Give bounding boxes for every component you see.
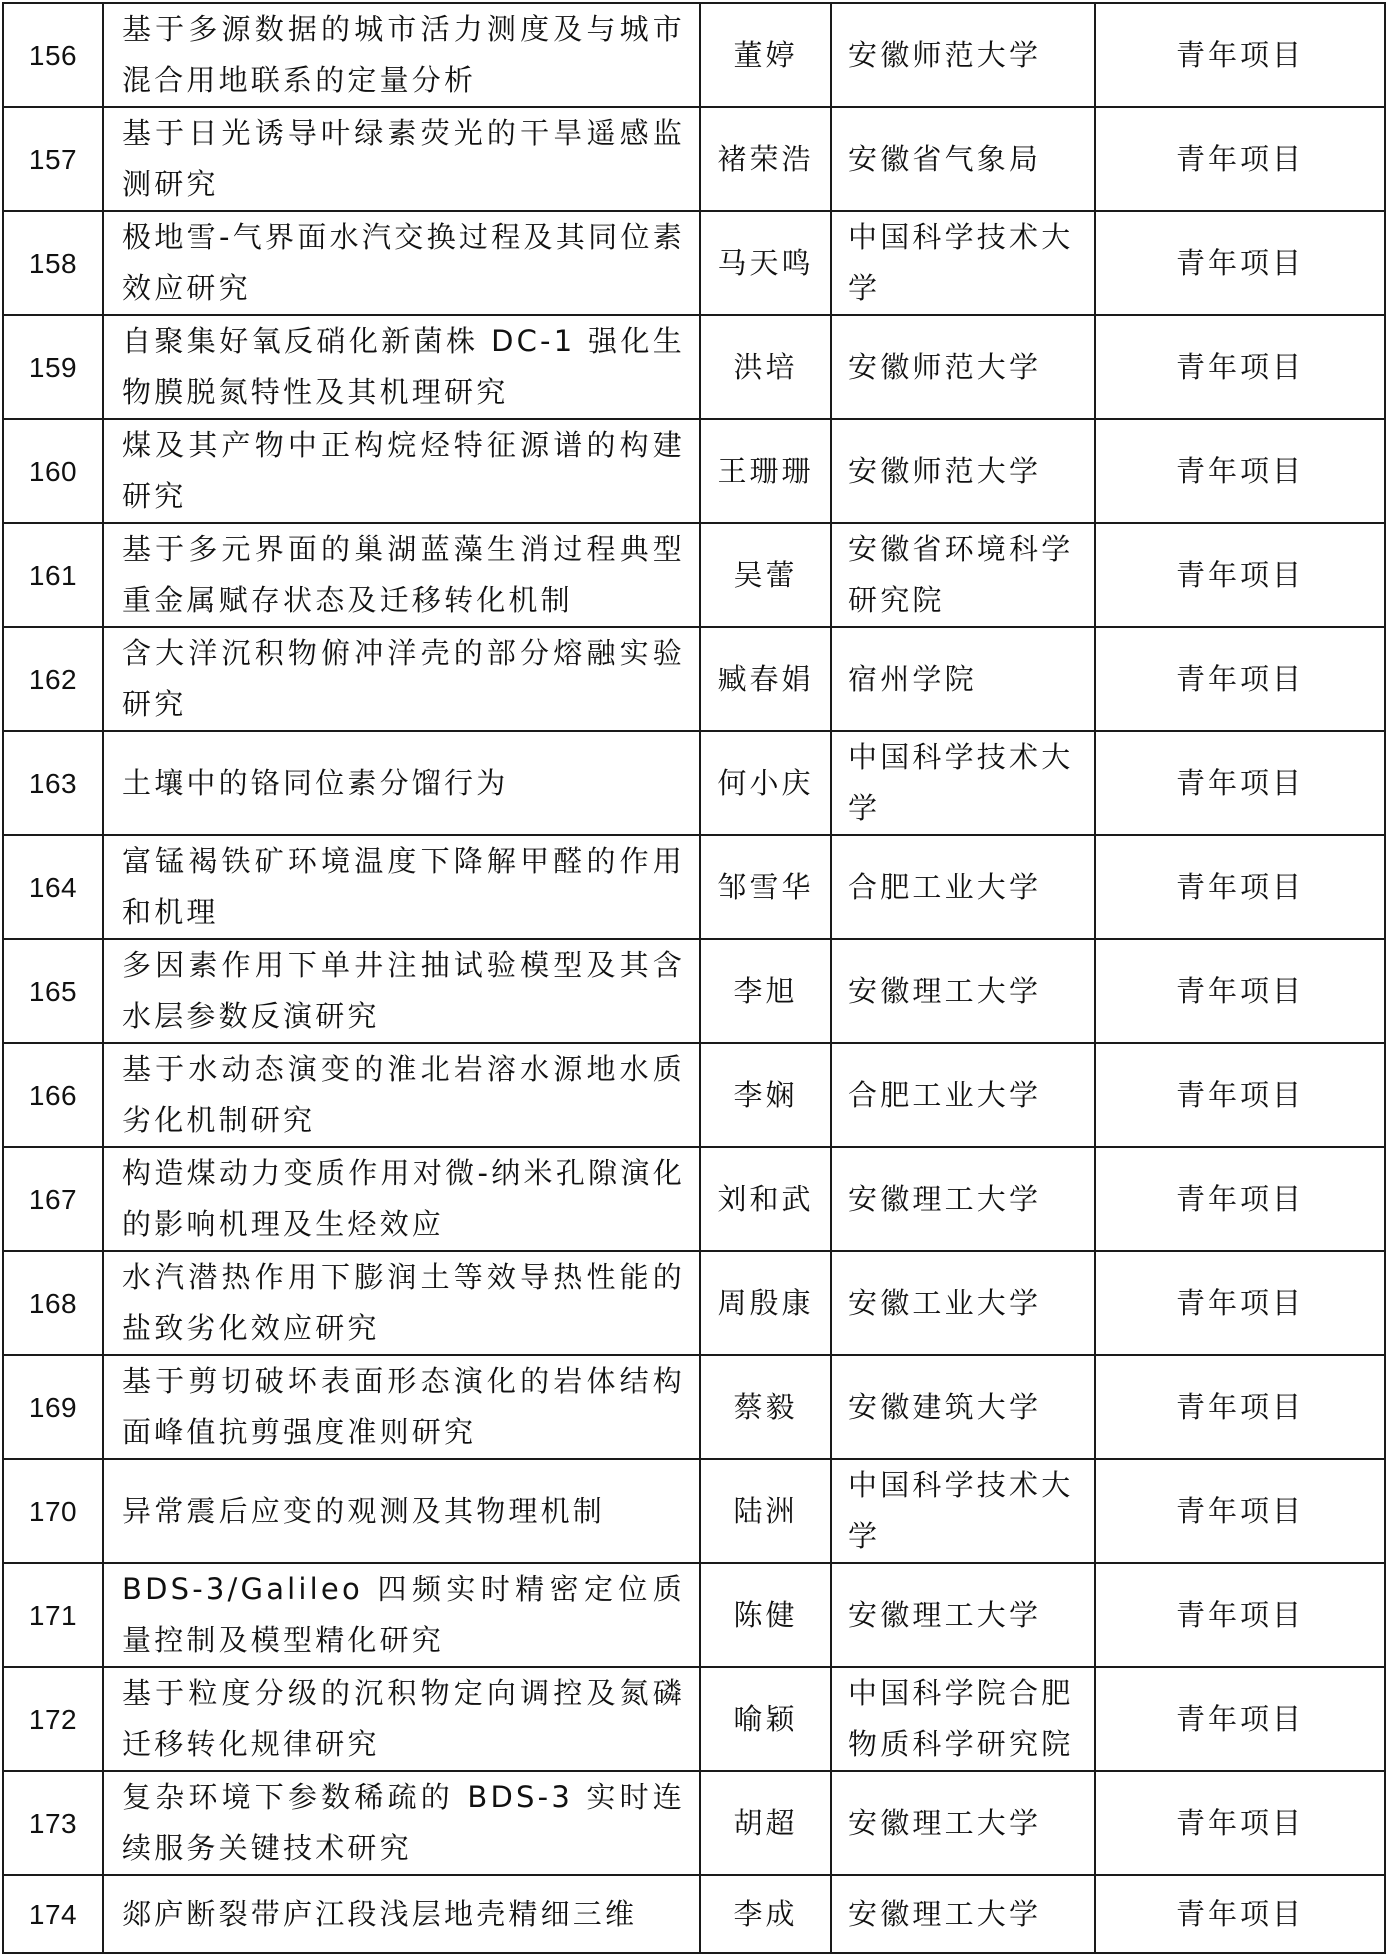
row-number: 159 bbox=[3, 315, 103, 419]
row-number: 172 bbox=[3, 1667, 103, 1771]
table-row bbox=[3, 939, 1385, 1043]
project-type: 青年项目 bbox=[1095, 627, 1385, 731]
institution: 中国科学技术大学 bbox=[831, 731, 1095, 835]
project-type: 青年项目 bbox=[1095, 1043, 1385, 1147]
row-number: 158 bbox=[3, 211, 103, 315]
row-number: 156 bbox=[3, 3, 103, 107]
row-number: 165 bbox=[3, 939, 103, 1043]
row-number: 168 bbox=[3, 1251, 103, 1355]
project-title: 富锰褐铁矿环境温度下降解甲醛的作用和机理 bbox=[103, 835, 700, 939]
row-number: 162 bbox=[3, 627, 103, 731]
project-title: 基于多元界面的巢湖蓝藻生消过程典型重金属赋存状态及迁移转化机制 bbox=[103, 523, 700, 627]
principal-investigator: 洪培 bbox=[700, 315, 831, 419]
row-number: 170 bbox=[3, 1459, 103, 1563]
row-number: 160 bbox=[3, 419, 103, 523]
institution: 安徽理工大学 bbox=[831, 1563, 1095, 1667]
table-row bbox=[3, 3, 1385, 107]
table-row bbox=[3, 1667, 1385, 1771]
project-title: 自聚集好氧反硝化新菌株 DC-1 强化生物膜脱氮特性及其机理研究 bbox=[103, 315, 700, 419]
project-title: 基于日光诱导叶绿素荧光的干旱遥感监测研究 bbox=[103, 107, 700, 211]
principal-investigator: 马天鸣 bbox=[700, 211, 831, 315]
project-type: 青年项目 bbox=[1095, 1251, 1385, 1355]
principal-investigator: 李娴 bbox=[700, 1043, 831, 1147]
project-type: 青年项目 bbox=[1095, 939, 1385, 1043]
row-number: 169 bbox=[3, 1355, 103, 1459]
table-row bbox=[3, 1875, 1385, 1953]
table-row bbox=[3, 211, 1385, 315]
table-row bbox=[3, 835, 1385, 939]
principal-investigator: 何小庆 bbox=[700, 731, 831, 835]
project-type: 青年项目 bbox=[1095, 3, 1385, 107]
institution: 安徽建筑大学 bbox=[831, 1355, 1095, 1459]
project-title: 极地雪-气界面水汽交换过程及其同位素效应研究 bbox=[103, 211, 700, 315]
principal-investigator: 蔡毅 bbox=[700, 1355, 831, 1459]
project-type: 青年项目 bbox=[1095, 1355, 1385, 1459]
row-number: 171 bbox=[3, 1563, 103, 1667]
principal-investigator: 李成 bbox=[700, 1875, 831, 1953]
institution: 合肥工业大学 bbox=[831, 835, 1095, 939]
principal-investigator: 李旭 bbox=[700, 939, 831, 1043]
principal-investigator: 陆洲 bbox=[700, 1459, 831, 1563]
table-row bbox=[3, 1355, 1385, 1459]
project-type: 青年项目 bbox=[1095, 731, 1385, 835]
institution: 中国科学院合肥物质科学研究院 bbox=[831, 1667, 1095, 1771]
institution: 宿州学院 bbox=[831, 627, 1095, 731]
row-number: 174 bbox=[3, 1875, 103, 1953]
table-row bbox=[3, 419, 1385, 523]
project-title: 水汽潜热作用下膨润土等效导热性能的盐致劣化效应研究 bbox=[103, 1251, 700, 1355]
table-row bbox=[3, 731, 1385, 835]
project-title: 煤及其产物中正构烷烃特征源谱的构建研究 bbox=[103, 419, 700, 523]
principal-investigator: 王珊珊 bbox=[700, 419, 831, 523]
institution: 中国科学技术大学 bbox=[831, 1459, 1095, 1563]
institution: 中国科学技术大学 bbox=[831, 211, 1095, 315]
project-type: 青年项目 bbox=[1095, 1875, 1385, 1953]
institution: 安徽理工大学 bbox=[831, 1875, 1095, 1953]
project-title: 基于粒度分级的沉积物定向调控及氮磷迁移转化规律研究 bbox=[103, 1667, 700, 1771]
table-row bbox=[3, 1251, 1385, 1355]
principal-investigator: 陈健 bbox=[700, 1563, 831, 1667]
project-table bbox=[2, 2, 1386, 1954]
project-type: 青年项目 bbox=[1095, 835, 1385, 939]
principal-investigator: 臧春娟 bbox=[700, 627, 831, 731]
principal-investigator: 喻颖 bbox=[700, 1667, 831, 1771]
row-number: 173 bbox=[3, 1771, 103, 1875]
principal-investigator: 吴蕾 bbox=[700, 523, 831, 627]
row-number: 161 bbox=[3, 523, 103, 627]
project-title: 构造煤动力变质作用对微-纳米孔隙演化的影响机理及生烃效应 bbox=[103, 1147, 700, 1251]
principal-investigator: 董婷 bbox=[700, 3, 831, 107]
project-type: 青年项目 bbox=[1095, 1147, 1385, 1251]
principal-investigator: 邹雪华 bbox=[700, 835, 831, 939]
table-row bbox=[3, 107, 1385, 211]
institution: 安徽师范大学 bbox=[831, 419, 1095, 523]
institution: 安徽理工大学 bbox=[831, 939, 1095, 1043]
table-row bbox=[3, 1563, 1385, 1667]
row-number: 163 bbox=[3, 731, 103, 835]
institution: 安徽师范大学 bbox=[831, 3, 1095, 107]
row-number: 157 bbox=[3, 107, 103, 211]
project-title: 基于水动态演变的淮北岩溶水源地水质劣化机制研究 bbox=[103, 1043, 700, 1147]
institution: 安徽理工大学 bbox=[831, 1771, 1095, 1875]
table-row bbox=[3, 1147, 1385, 1251]
project-type: 青年项目 bbox=[1095, 1563, 1385, 1667]
project-type: 青年项目 bbox=[1095, 107, 1385, 211]
project-title: 复杂环境下参数稀疏的 BDS-3 实时连续服务关键技术研究 bbox=[103, 1771, 700, 1875]
project-type: 青年项目 bbox=[1095, 419, 1385, 523]
project-title: BDS-3/Galileo 四频实时精密定位质量控制及模型精化研究 bbox=[103, 1563, 700, 1667]
project-title: 含大洋沉积物俯冲洋壳的部分熔融实验研究 bbox=[103, 627, 700, 731]
institution: 安徽省气象局 bbox=[831, 107, 1095, 211]
table-row bbox=[3, 1459, 1385, 1563]
row-number: 166 bbox=[3, 1043, 103, 1147]
project-title: 基于多源数据的城市活力测度及与城市混合用地联系的定量分析 bbox=[103, 3, 700, 107]
project-type: 青年项目 bbox=[1095, 315, 1385, 419]
project-type: 青年项目 bbox=[1095, 1667, 1385, 1771]
project-title: 土壤中的铬同位素分馏行为 bbox=[103, 731, 700, 835]
principal-investigator: 褚荣浩 bbox=[700, 107, 831, 211]
principal-investigator: 刘和武 bbox=[700, 1147, 831, 1251]
project-title: 多因素作用下单井注抽试验模型及其含水层参数反演研究 bbox=[103, 939, 700, 1043]
table-row bbox=[3, 627, 1385, 731]
project-type: 青年项目 bbox=[1095, 1459, 1385, 1563]
table-row bbox=[3, 1043, 1385, 1147]
table-row bbox=[3, 1771, 1385, 1875]
institution: 安徽理工大学 bbox=[831, 1147, 1095, 1251]
principal-investigator: 周殷康 bbox=[700, 1251, 831, 1355]
table-row bbox=[3, 315, 1385, 419]
institution: 合肥工业大学 bbox=[831, 1043, 1095, 1147]
project-title: 基于剪切破坏表面形态演化的岩体结构面峰值抗剪强度准则研究 bbox=[103, 1355, 700, 1459]
project-type: 青年项目 bbox=[1095, 1771, 1385, 1875]
row-number: 164 bbox=[3, 835, 103, 939]
project-title: 异常震后应变的观测及其物理机制 bbox=[103, 1459, 700, 1563]
table-row bbox=[3, 523, 1385, 627]
project-type: 青年项目 bbox=[1095, 523, 1385, 627]
institution: 安徽省环境科学研究院 bbox=[831, 523, 1095, 627]
institution: 安徽师范大学 bbox=[831, 315, 1095, 419]
project-title: 郯庐断裂带庐江段浅层地壳精细三维 bbox=[103, 1875, 700, 1953]
principal-investigator: 胡超 bbox=[700, 1771, 831, 1875]
row-number: 167 bbox=[3, 1147, 103, 1251]
project-type: 青年项目 bbox=[1095, 211, 1385, 315]
institution: 安徽工业大学 bbox=[831, 1251, 1095, 1355]
